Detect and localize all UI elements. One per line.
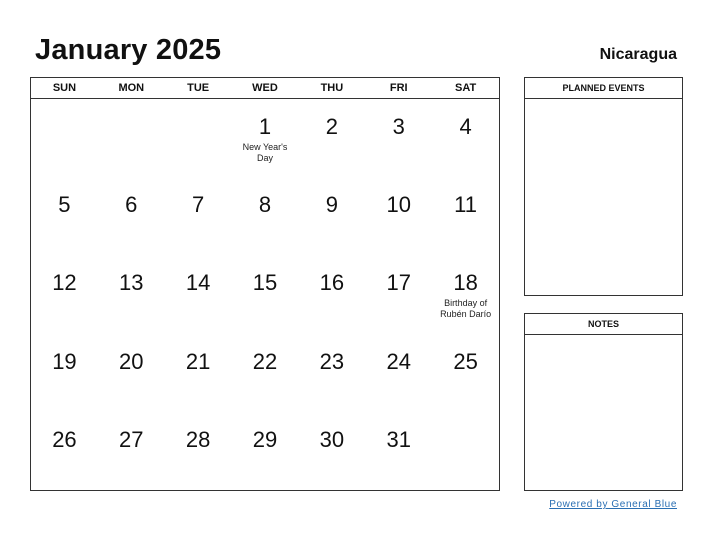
day-number: 19 (52, 348, 77, 374)
day-cell (232, 334, 299, 412)
day-number: 8 (258, 192, 272, 218)
day-cell (31, 334, 98, 412)
day-cell (365, 255, 432, 333)
day-number: 24 (386, 348, 411, 374)
day-number: 25 (453, 348, 478, 374)
day-cell (165, 99, 232, 177)
day-cell (298, 334, 365, 412)
weekday-sat: SAT (454, 82, 477, 94)
weekday-fri: FRI (389, 82, 408, 94)
day-cell (165, 412, 232, 490)
planned-events-body[interactable] (525, 99, 682, 295)
day-number: 17 (386, 270, 411, 296)
day-number: 27 (119, 426, 144, 452)
day-cell (365, 334, 432, 412)
weekday-wed: WED (252, 82, 278, 94)
weekday-header (31, 78, 499, 99)
weekday-mon: MON (118, 82, 145, 94)
day-cell (98, 255, 165, 333)
day-cell (165, 255, 232, 333)
day-number: 15 (252, 270, 278, 296)
week-row (31, 255, 499, 333)
day-number: 1 (258, 114, 272, 139)
day-number: 30 (319, 426, 345, 452)
notes-header: NOTES (525, 314, 682, 335)
day-number: 26 (52, 426, 77, 452)
notes-panel (524, 313, 683, 491)
day-cell (98, 177, 165, 255)
day-cell (98, 334, 165, 412)
day-number: 20 (119, 348, 144, 374)
day-cell (232, 99, 299, 177)
day-number: 6 (125, 192, 138, 218)
day-number: 12 (52, 270, 77, 296)
day-cell (98, 99, 165, 177)
week-row (31, 412, 499, 490)
day-cell (298, 177, 365, 255)
day-cell (31, 177, 98, 255)
day-cell (365, 99, 432, 177)
day-number: 7 (192, 192, 205, 218)
page-title: January 2025 (35, 34, 222, 66)
day-cell (98, 412, 165, 490)
day-cell (232, 177, 299, 255)
day-number: 23 (319, 348, 345, 374)
day-number: 11 (454, 192, 477, 218)
planned-events-panel (524, 77, 683, 296)
day-number: 10 (386, 192, 411, 218)
day-cell (298, 412, 365, 490)
day-number: 2 (325, 114, 338, 139)
day-number: 18 (453, 270, 478, 296)
day-cell (432, 99, 499, 177)
day-number: 13 (119, 270, 144, 296)
day-cell (298, 255, 365, 333)
day-number: 31 (386, 426, 411, 452)
day-cell (365, 177, 432, 255)
day-cell (365, 412, 432, 490)
week-row (31, 334, 499, 412)
day-number: 16 (319, 270, 345, 296)
day-number: 29 (252, 426, 278, 452)
calendar-weeks (31, 99, 499, 490)
weekday-tue: TUE (187, 82, 210, 94)
week-row (31, 177, 499, 255)
day-cell (432, 334, 499, 412)
day-cell (165, 177, 232, 255)
day-cell (31, 255, 98, 333)
day-cell (31, 99, 98, 177)
planned-events-header: PLANNED EVENTS (525, 78, 682, 99)
day-cell (232, 255, 299, 333)
day-number: 9 (325, 192, 338, 218)
notes-body[interactable] (525, 335, 682, 490)
day-cell (432, 177, 499, 255)
day-cell (232, 412, 299, 490)
day-cell (298, 99, 365, 177)
holiday-label: New Year's Day (242, 142, 288, 163)
weekday-thu: THU (320, 82, 344, 94)
day-number: 28 (185, 426, 211, 452)
week-row (31, 99, 499, 177)
holiday-label: Birthday of Rubén Darío (440, 298, 492, 320)
calendar-grid (30, 77, 500, 491)
powered-by-link[interactable]: Powered by General Blue (549, 499, 677, 510)
day-number: 14 (185, 270, 211, 296)
day-number: 3 (392, 114, 405, 139)
day-number: 21 (185, 348, 211, 374)
day-cell (31, 412, 98, 490)
country-label: Nicaragua (599, 46, 677, 63)
day-cell (432, 255, 499, 333)
day-number: 22 (252, 348, 278, 374)
day-cell (432, 412, 499, 490)
day-number: 4 (459, 114, 472, 139)
weekday-sun: SUN (52, 82, 77, 94)
day-cell (165, 334, 232, 412)
day-number: 5 (58, 192, 71, 218)
